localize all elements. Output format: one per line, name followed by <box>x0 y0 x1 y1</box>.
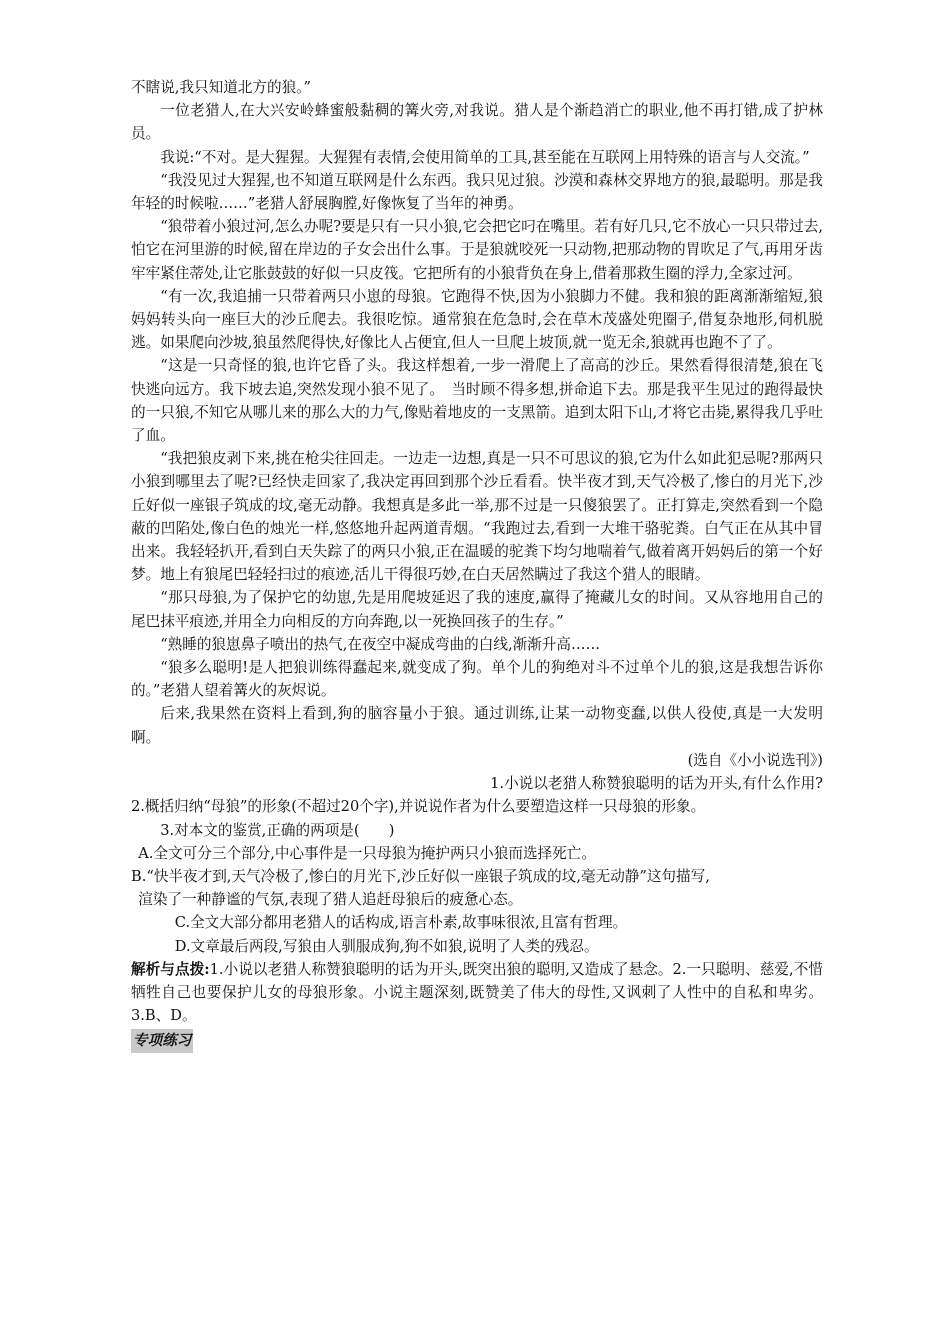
paragraph-chase: “有一次,我追捕一只带着两只小崽的母狼。它跑得不快,因为小狼脚力不健。我和狼的距离渐渐缩短,狼妈妈转头向一座巨大的沙丘爬去。我很吃惊。通常狼在危急时,会在草木茂盛处兜圈子,借复杂地形,伺机脱逃。如果爬向沙坡,狼虽然爬得快,好像比人占便宜,但人一旦爬上坡顶,就一览无余,狼就再也跑不了了。 <box>131 287 823 352</box>
paragraph-cubs-breath: “熟睡的狼崽鼻子喷出的热气,在夜空中凝成弯曲的白线,渐渐升高…… <box>160 635 601 653</box>
option-b <box>131 865 823 911</box>
document-page <box>131 76 823 1053</box>
paragraph-hunter-memory: “我没见过大猩猩,也不知道互联网是什么东西。我只见过狼。沙漠和森林交界地方的狼,最聪明。那是我年轻的时候啦……”老猎人舒展胸膛,好像恢复了当年的神勇。 <box>131 171 823 213</box>
analysis-text: 1.小说以老猎人称赞狼聪明的话为开头,既突出狼的聪明,又造成了悬念。2.一只聪明、慈爱,不惜牺牲自己也要保护儿女的母狼形象。小说主题深刻,既赞美了伟大的母性,又讽刺了人性中的自私和卑劣。3.B、D。 <box>131 960 823 1025</box>
question-2: 2.概括归纳“母狼”的形象(不超过20个字),并说说作者为什么要塑造这样一只母狼的形象。 <box>131 798 706 816</box>
analysis-block <box>131 958 823 1028</box>
paragraph-return: “我把狼皮剥下来,挑在枪尖往回走。一边走一边想,真是一只不可思议的狼,它为什么如此犯忌呢?那两只小狼到哪里去了呢?已经快走回家了,我决定再回到那个沙丘看看。快半夜才到,天气冷极了,惨白的月光下,沙丘好似一座银子筑成的坟,毫无动静。我想真是多此一举,那不过是一只傻狼罢了。正打算走,突然看到一个隐蔽的凹陷处,像白色的烛光一样,悠悠地升起两道青烟。“我跑过去,看到一大堆干骆驼粪。白气正在从其中冒出来。我轻轻扒开,看到白天失踪了的两只小狼,正在温暖的驼粪下均匀地喘着气,做着离开妈妈后的第一个好梦。地上有狼尾巴轻轻扫过的痕迹,活儿干得很巧妙,在白天居然瞒过了我这个猎人的眼睛。 <box>131 450 823 584</box>
section-heading: 专项练习 <box>131 1029 193 1052</box>
paragraph-mother-wolf: “那只母狼,为了保护它的幼崽,先是用爬坡延迟了我的速度,赢得了掩藏儿女的时间。又从容地用自己的尾巴抹平痕迹,并用全力向相反的方向奔跑,以一死换回孩子的生存。” <box>131 589 823 630</box>
option-d: D.文章最后两段,写狼由人驯服成狗,狗不如狼,说明了人类的残忍。 <box>174 937 599 955</box>
option-c: C.全文大部分都用老猎人的话构成,语言朴素,故事味很浓,且富有哲理。 <box>174 914 628 932</box>
option-b-line-2: 渲染了一种静谧的气氛,表现了猎人追赶母狼后的疲惫心态。 <box>138 891 523 909</box>
question-1: 1.小说以老猎人称赞狼聪明的话为开头,有什么作用? <box>490 775 823 793</box>
paragraph-wolf-vs-dog: “狼多么聪明!是人把狼训练得蠢起来,就变成了狗。单个儿的狗绝对斗不过单个儿的狼,这是我想告诉你的。”老猎人望着篝火的灰烬说。 <box>131 659 823 700</box>
paragraph-dune: “这是一只奇怪的狼,也许它昏了头。我这样想着,一步一滑爬上了高高的沙丘。果然看得很清楚,狼在飞快逃向远方。我下坡去追,突然发现小狼不见了。 当时顾不得多想,拼命追下去。那是我平生见过的跑得最快的一只狼,不知它从哪儿来的那么大的力气,像贴着地皮的一支黑箭。追到太阳下山,才将它击毙,累得我几乎吐了血。 <box>131 357 823 445</box>
source-citation: (选自《小小说选刊》) <box>687 751 823 769</box>
paragraph-hunter-intro: 一位老猎人,在大兴安岭蜂蜜般黏稠的篝火旁,对我说。猎人是个渐趋消亡的职业,他不再打错,成了护林员。 <box>131 102 823 143</box>
question-3: 3.对本文的鉴赏,正确的两项是( ) <box>160 821 395 839</box>
analysis-label: 解析与点拨: <box>131 960 210 978</box>
paragraph-ending: 后来,我果然在资料上看到,狗的脑容量小于狼。通过训练,让某一动物变蠢,以供人役使,真是一大发明啊。 <box>131 705 823 746</box>
option-a: A.全文可分三个部分,中心事件是一只母狼为掩护两只小狼而选择死亡。 <box>138 844 596 862</box>
option-b-line-1: B.“快半夜才到,天气冷极了,惨白的月光下,沙丘好似一座银子筑成的坟,毫无动静”这句描写, <box>131 867 710 885</box>
paragraph-opening: 不瞎说,我只知道北方的狼。” <box>131 79 311 96</box>
paragraph-river-crossing: “狼带着小狼过河,怎么办呢?要是只有一只小狼,它会把它叼在嘴里。若有好几只,它不放心一只只带过去,怕它在河里游的时候,留在岸边的子女会出什么事。于是狼就咬死一只动物,把那动物的胃吹足了气,再用牙齿牢牢紧住蒂处,让它胀鼓鼓的好似一只皮筏。它把所有的小狼背负在身上,借着那救生圈的浮力,全家过河。 <box>131 218 823 282</box>
paragraph-narrator-reply: 我说:“不对。是大猩猩。大猩猩有表情,会使用简单的工具,甚至能在互联网上用特殊的语言与人交流。” <box>160 148 810 166</box>
